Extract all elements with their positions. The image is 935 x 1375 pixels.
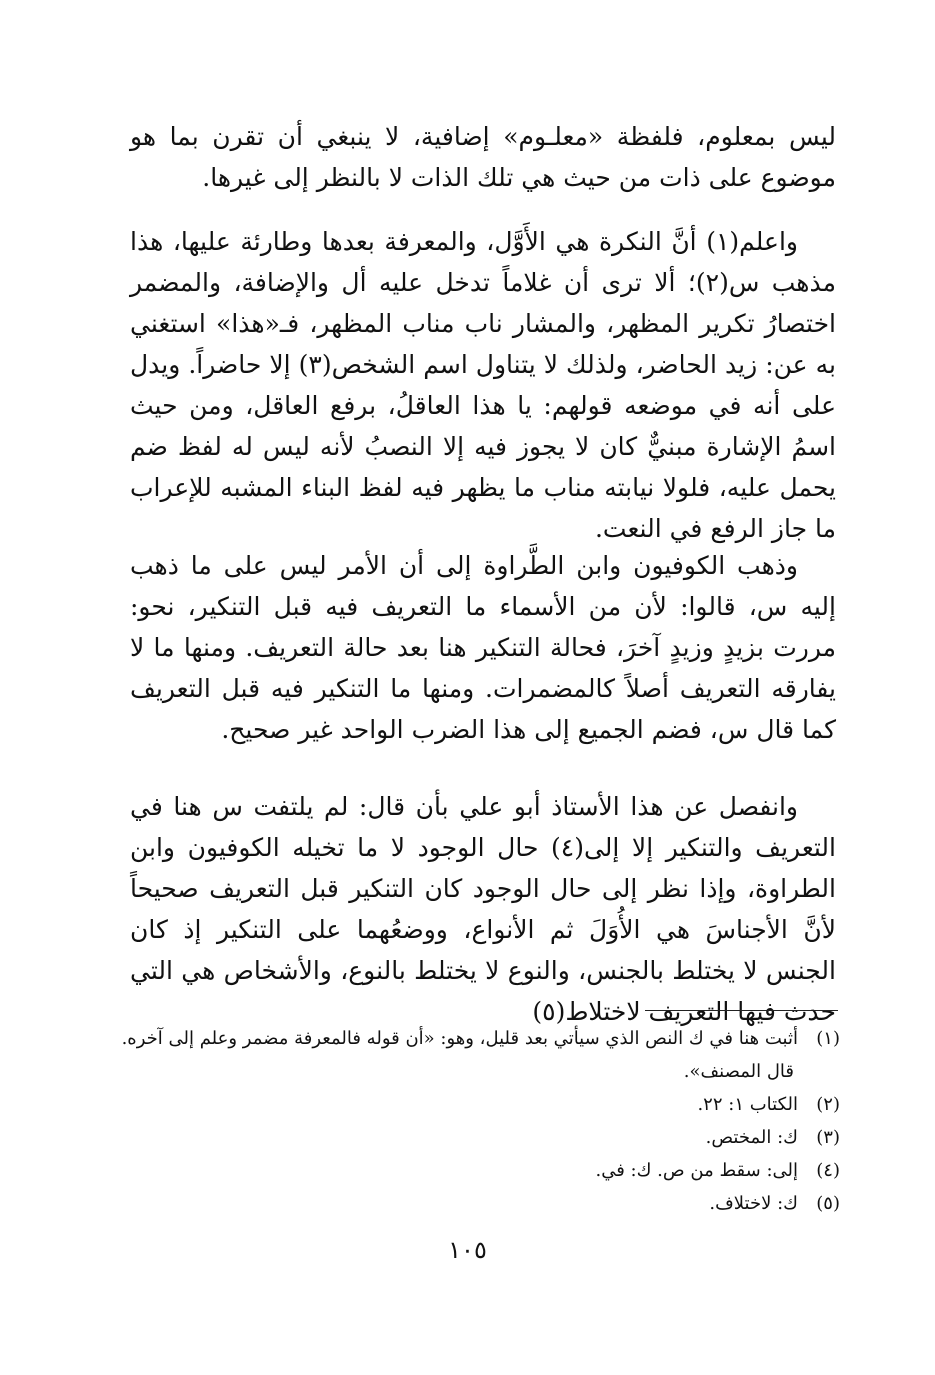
footnote-item xyxy=(120,1121,840,1154)
footnote-item xyxy=(120,1022,840,1088)
paragraph: وانفصل عن هذا الأستاذ أبو علي بأن قال: لم يلتفت س هنا في التعريف والتنكير إلا إلى(٤) حال الوجود لا ما تخيله الكوفيون وابن الطراوة، وإذا نظر إلى حال الوجود كان التنكير قبل التعريف صحيحاً لأنَّ الأجناسَ هي الأُوَلَ ثم الأنواع، ووضعُهما على التنكير إذ كان الجنس لا يختلط بالجنس، والنوع لا يختلط بالنوع، والأشخاص هي التي حدث فيها التعريف لاختلاط(٥) xyxy=(130,792,836,1026)
paragraph-1-block xyxy=(130,116,836,198)
paragraph: وذهب الكوفيون وابن الطَّراوة إلى أن الأمر ليس على ما ذهب إليه س، قالوا: لأن من الأسماء ما التعريف فيه قبل التنكير، نحو: مررت بزيدٍ وزيدٍ آخرَ، فحالة التنكير هنا بعد حالة التعريف. ومنها ما لا يفارقه التعريف أصلاً كالمضمرات. ومنها ما التنكير فيه قبل التعريف كما قال س، فضم الجميع إلى هذا الضرب الواحد غير صحيح. xyxy=(130,551,836,744)
footnotes xyxy=(120,1022,840,1220)
footnote-item xyxy=(120,1088,840,1121)
paragraph: ليس بمعلوم، فلفظة «معلـوم» إضافية، لا ينبغي أن تقرن بما هو موضوع على ذات من حيث هي تلك الذات لا بالنظر إلى غيرها. xyxy=(130,122,836,192)
footnote-text: أثبت هنا في ك النص الذي سيأتي بعد قليل، وهو: «أن قوله فالمعرفة مضمر وعلم إلى آخره. قال المصنف». xyxy=(121,1028,798,1082)
footnote-text: ك: لاختلاف. xyxy=(709,1193,798,1214)
footnote-number: (١) xyxy=(816,1028,840,1049)
footnote-number: (٥) xyxy=(816,1193,840,1214)
footnote-number: (٢) xyxy=(816,1094,840,1115)
footnote-item xyxy=(120,1154,840,1187)
footnote-item xyxy=(120,1187,840,1220)
footnote-text: إلى: سقط من ص. ك: في. xyxy=(595,1160,798,1181)
footnote-number: (٣) xyxy=(816,1127,840,1148)
footnote-text: ك: المختص. xyxy=(705,1127,798,1148)
footnote-text: الكتاب ١: ٢٢. xyxy=(697,1094,798,1115)
paragraph: واعلم(١) أنَّ النكرة هي الأَوَّل، والمعرفة بعدها وطارئة عليها، هذا مذهب س(٢)؛ ألا ترى أن غلاماً تدخل عليه أل والإضافة، والمضمر اختصارُ تكرير المظهر، والمشار ناب مناب المظهر، فـ«هذا» استغني به عن: زيد الحاضر، ولذلك لا يتناول اسم الشخص(٣) إلا حاضراً. ويدل على أنه في موضعه قولهم: يا هذا العاقلُ، برفع العاقل، ومن حيث اسمُ الإشارة مبنيٌّ كان لا يجوز فيه إلا النصبُ لأنه ليس له لفظ ضم يحمل عليه، فلولا نيابته مناب ما يظهر فيه لفظ البناء المشبه للإعراب ما جاز الرفع في النعت. xyxy=(130,227,837,543)
paragraph-4-block xyxy=(130,786,836,1032)
footnote-number: (٤) xyxy=(816,1160,840,1181)
paragraph-2-block xyxy=(130,221,836,549)
paragraph-3-block xyxy=(130,545,836,750)
page-number: ١٠٥ xyxy=(448,1236,487,1264)
footnote-separator xyxy=(645,1010,838,1011)
